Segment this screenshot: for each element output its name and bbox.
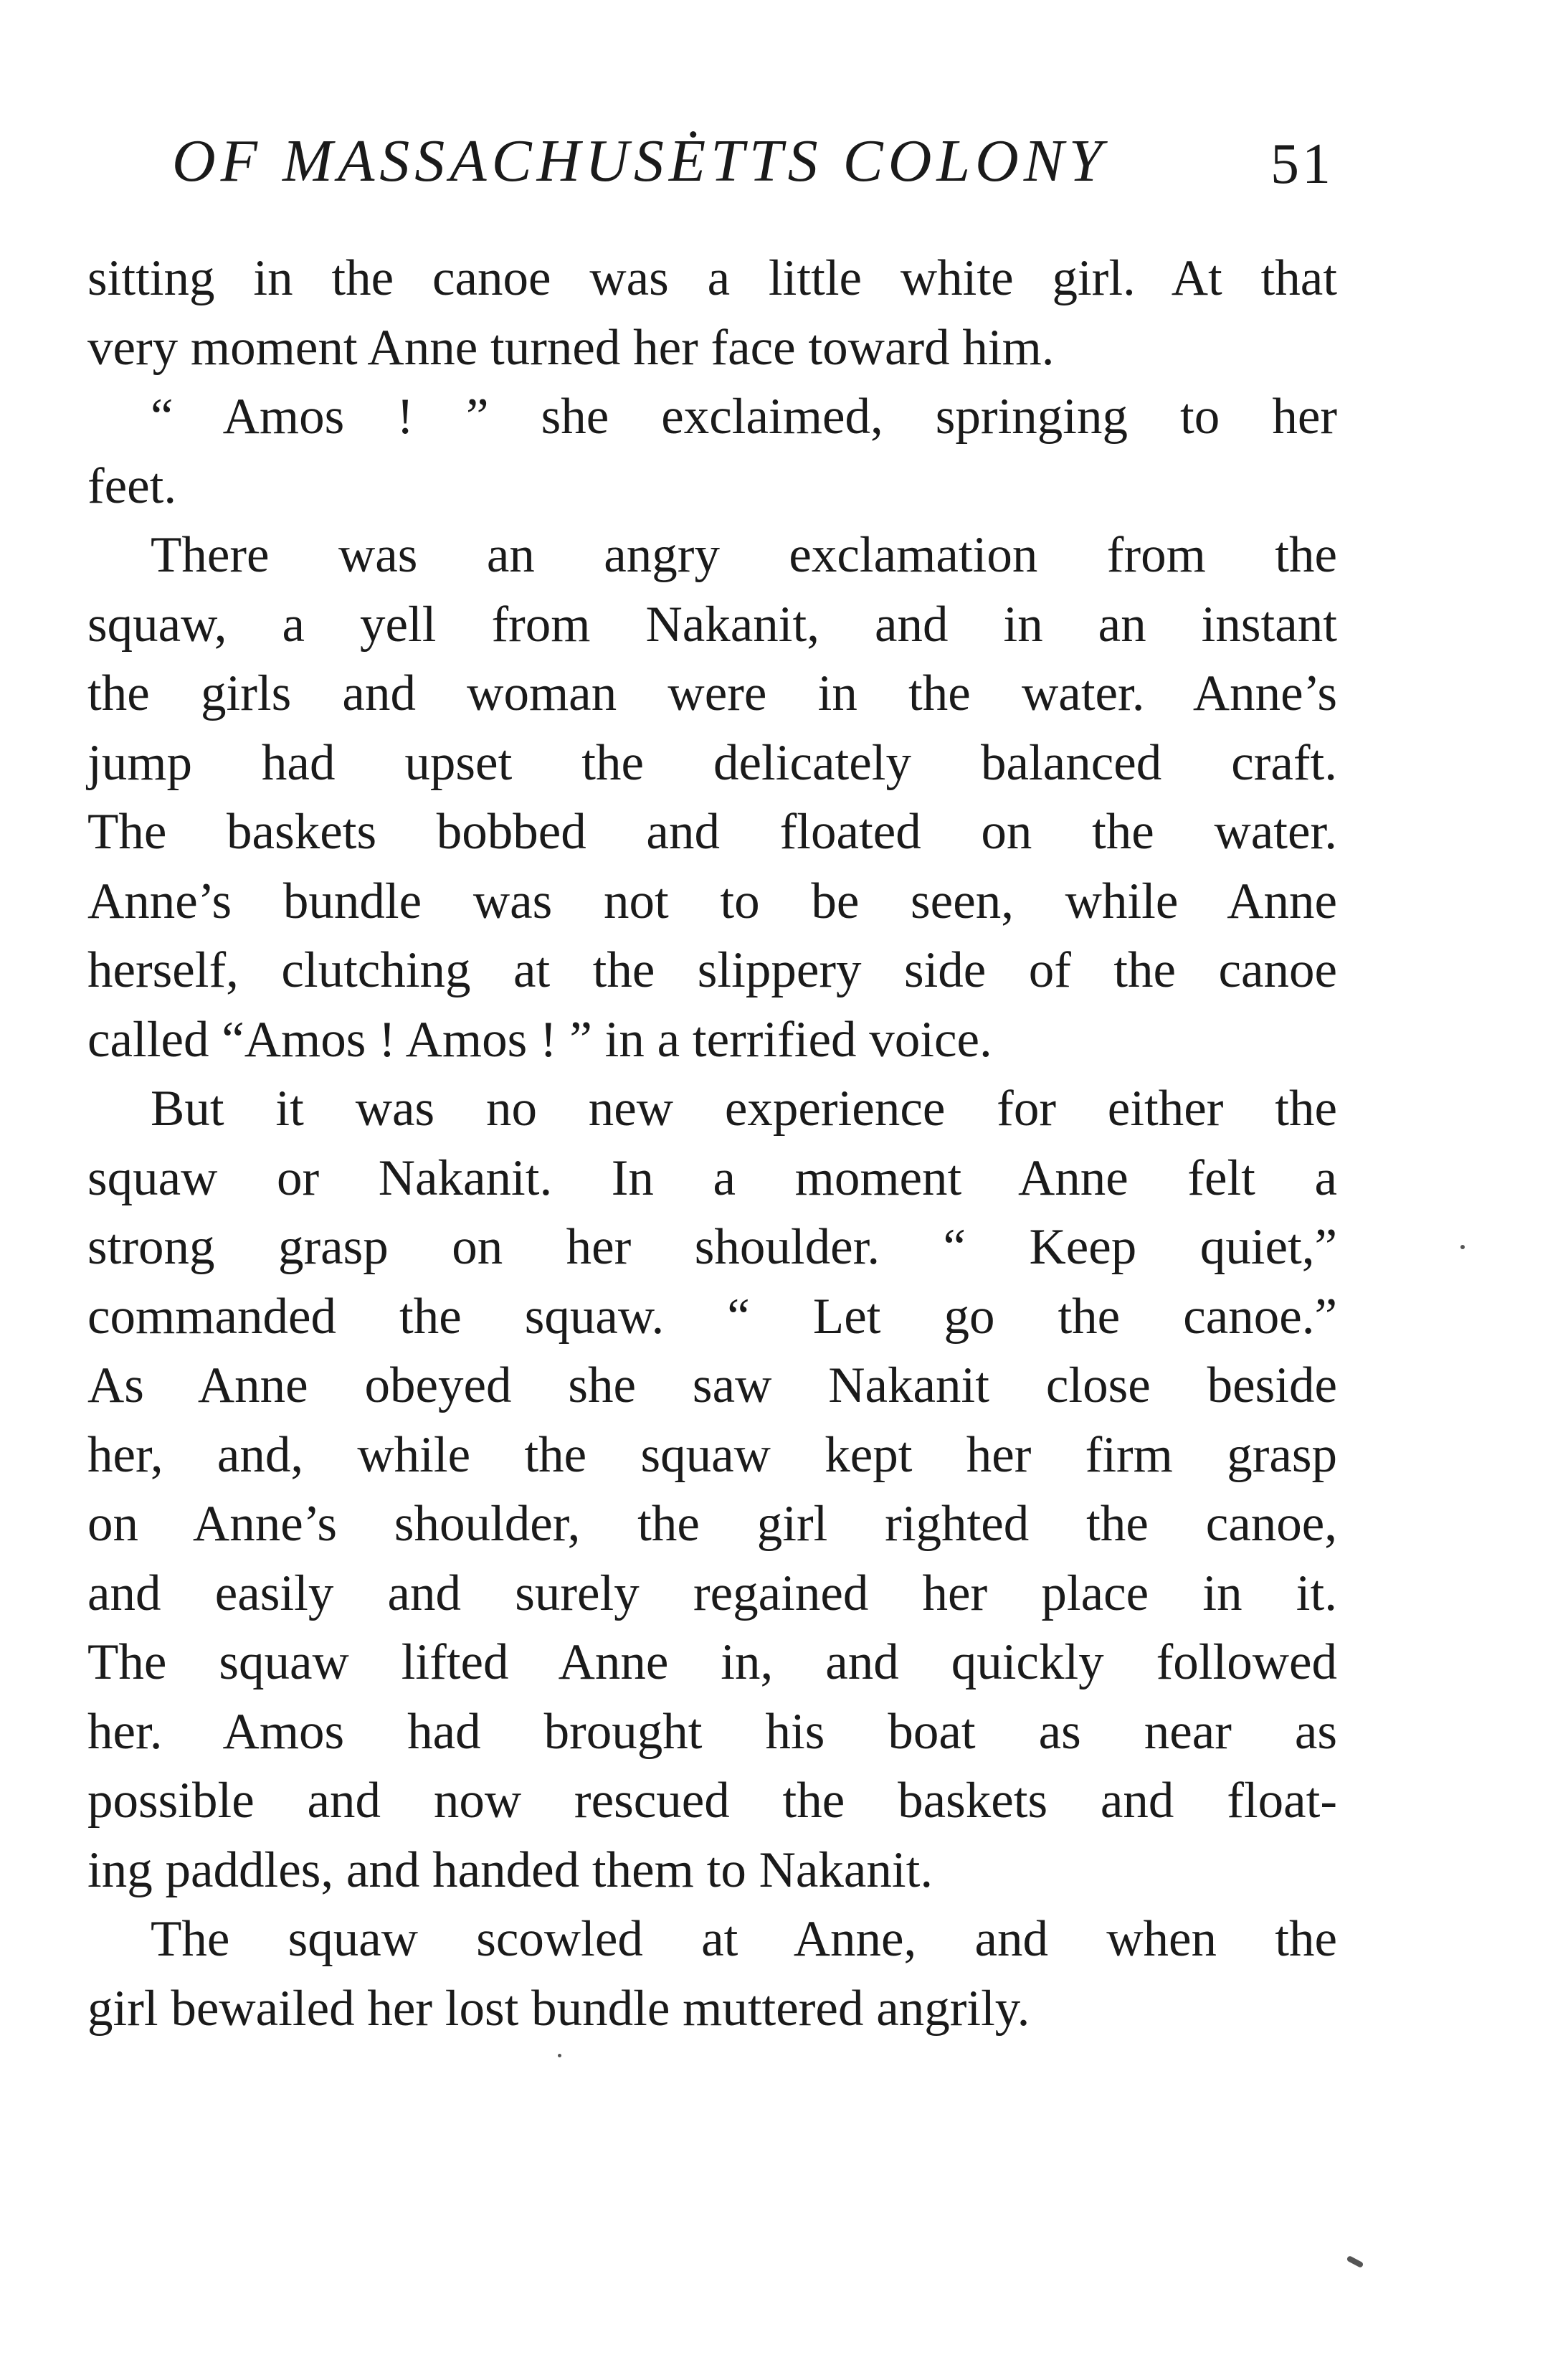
text-line: strong grasp on her shoulder. “ Keep quiet,”: [87, 1219, 1337, 1275]
text-line: Anne’s bundle was not to be seen, while Anne: [87, 873, 1337, 929]
text-line: possible and now rescued the baskets and float-: [87, 1773, 1337, 1829]
text-line: There was an angry exclamation from the: [151, 527, 1337, 583]
text-line: girl bewailed her lost bundle muttered angrily.: [87, 1980, 1030, 2037]
text-line: herself, clutching at the slippery side of the canoe: [87, 942, 1337, 998]
text-line: her, and, while the squaw kept her firm grasp: [87, 1426, 1337, 1483]
text-line: called “Amos ! Amos ! ” in a terrified voice.: [87, 1011, 992, 1068]
text-line: on Anne’s shoulder, the girl righted the canoe,: [87, 1496, 1337, 1552]
text-line: squaw, a yell from Nakanit, and in an instant: [87, 596, 1337, 653]
page-number: 51: [1270, 133, 1334, 196]
text-line: jump had upset the delicately balanced craft.: [87, 734, 1337, 791]
print-speck: [1460, 1245, 1465, 1249]
text-line: sitting in the canoe was a little white girl. At that: [87, 250, 1337, 306]
text-line: the girls and woman were in the water. Anne’s: [87, 665, 1337, 721]
text-line: ing paddles, and handed them to Nakanit.: [87, 1842, 933, 1898]
text-line: her. Amos had brought his boat as near as: [87, 1703, 1337, 1760]
running-head: [172, 122, 1334, 201]
running-title: OF MASSACHUSĖTTS COLONY: [172, 128, 1108, 194]
body-text: [87, 244, 1337, 2043]
text-line: The baskets bobbed and floated on the water.: [87, 804, 1337, 860]
text-line: commanded the squaw. “ Let go the canoe.”: [87, 1288, 1337, 1345]
text-line: The squaw lifted Anne in, and quickly followed: [87, 1634, 1337, 1690]
text-line: But it was no new experience for either the: [151, 1081, 1337, 1137]
text-line: As Anne obeyed she saw Nakanit close beside: [87, 1357, 1337, 1413]
text-line: feet.: [87, 458, 177, 514]
print-speck: [1346, 2255, 1364, 2268]
text-line: squaw or Nakanit. In a moment Anne felt a: [87, 1150, 1337, 1206]
text-line: “ Amos ! ” she exclaimed, springing to her: [151, 389, 1337, 445]
text-line: very moment Anne turned her face toward him.: [87, 319, 1055, 376]
text-line: and easily and surely regained her place in it.: [87, 1565, 1337, 1621]
print-speck: [558, 2054, 561, 2057]
text-line: The squaw scowled at Anne, and when the: [151, 1911, 1337, 1967]
